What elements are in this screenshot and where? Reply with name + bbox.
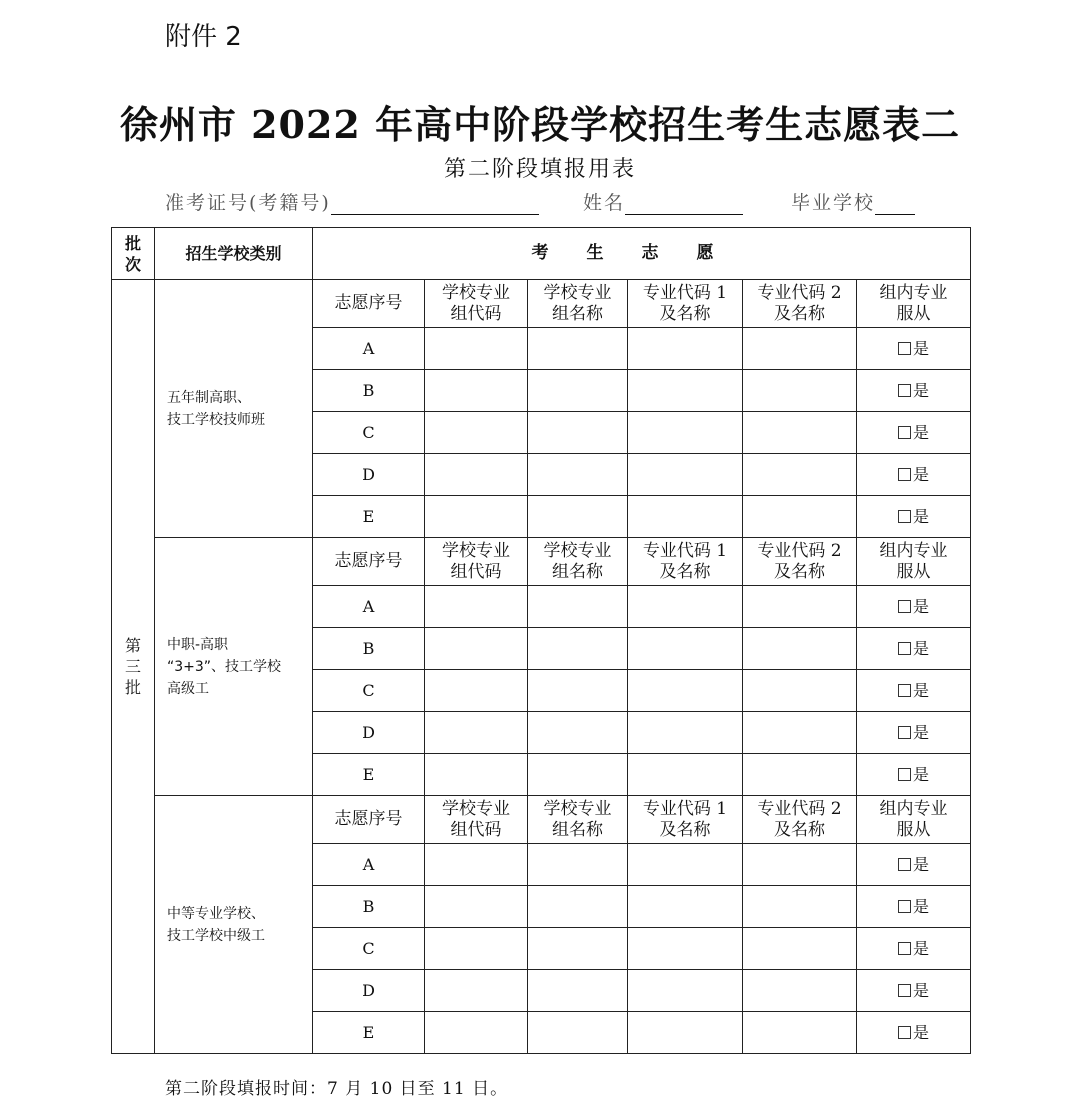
input-cell-major2[interactable] xyxy=(743,454,857,496)
comply-cell xyxy=(857,844,971,886)
input-cell-group-name[interactable] xyxy=(528,844,628,886)
input-cell-group-code[interactable] xyxy=(425,628,528,670)
comply-label: 是 xyxy=(913,465,930,484)
name-label: 姓名 xyxy=(583,192,626,214)
col-header-group-code: 学校专业 组代码 xyxy=(425,280,528,328)
comply-checkbox[interactable] xyxy=(898,684,911,697)
col-header-group-name: 学校专业 组名称 xyxy=(528,280,628,328)
school-field[interactable] xyxy=(791,188,915,215)
section-column-header-row xyxy=(112,538,971,586)
category-line: 高级工 xyxy=(167,680,209,697)
input-cell-major2[interactable] xyxy=(743,928,857,970)
name-blank[interactable] xyxy=(625,194,743,215)
col-header-major2: 专业代码 2 及名称 xyxy=(743,538,857,586)
input-cell-major1[interactable] xyxy=(628,844,743,886)
comply-label: 是 xyxy=(913,381,930,400)
input-cell-group-code[interactable] xyxy=(425,754,528,796)
col-header-seq: 志愿序号 xyxy=(313,280,425,328)
input-cell-group-code[interactable] xyxy=(425,712,528,754)
batch-cell: 第 三 批 xyxy=(112,280,155,1054)
exam-id-field[interactable] xyxy=(165,188,539,215)
col-header-comply: 组内专业 服从 xyxy=(857,280,971,328)
category-line: 中等专业学校、 xyxy=(167,905,265,922)
input-cell-major1[interactable] xyxy=(628,886,743,928)
input-cell-major2[interactable] xyxy=(743,886,857,928)
comply-cell xyxy=(857,670,971,712)
comply-checkbox[interactable] xyxy=(898,900,911,913)
comply-label: 是 xyxy=(913,507,930,526)
input-cell-major2[interactable] xyxy=(743,712,857,754)
wish-letter: B xyxy=(313,370,425,412)
table-header-row xyxy=(112,228,971,280)
comply-cell xyxy=(857,328,971,370)
input-cell-major2[interactable] xyxy=(743,754,857,796)
comply-cell xyxy=(857,1012,971,1054)
input-cell-group-code[interactable] xyxy=(425,370,528,412)
input-cell-group-name[interactable] xyxy=(528,970,628,1012)
input-cell-group-code[interactable] xyxy=(425,1012,528,1054)
comply-checkbox[interactable] xyxy=(898,768,911,781)
application-table xyxy=(111,227,971,1054)
input-cell-major1[interactable] xyxy=(628,586,743,628)
comply-cell xyxy=(857,628,971,670)
input-cell-group-name[interactable] xyxy=(528,1012,628,1054)
input-cell-group-code[interactable] xyxy=(425,928,528,970)
comply-checkbox[interactable] xyxy=(898,942,911,955)
exam-id-blank[interactable] xyxy=(331,194,539,215)
input-cell-major1[interactable] xyxy=(628,328,743,370)
input-cell-group-name[interactable] xyxy=(528,370,628,412)
input-cell-major1[interactable] xyxy=(628,1012,743,1054)
wish-letter: A xyxy=(313,586,425,628)
exam-id-label: 准考证号(考籍号) xyxy=(165,192,331,214)
school-category-cell xyxy=(155,538,313,796)
input-cell-group-name[interactable] xyxy=(528,496,628,538)
comply-label: 是 xyxy=(913,897,930,916)
input-cell-group-name[interactable] xyxy=(528,712,628,754)
comply-cell xyxy=(857,412,971,454)
col-header-major2: 专业代码 2 及名称 xyxy=(743,280,857,328)
wish-letter: A xyxy=(313,844,425,886)
input-cell-major1[interactable] xyxy=(628,712,743,754)
comply-label: 是 xyxy=(913,423,930,442)
comply-checkbox[interactable] xyxy=(898,984,911,997)
input-cell-group-name[interactable] xyxy=(528,670,628,712)
col-header-seq: 志愿序号 xyxy=(313,796,425,844)
input-cell-major1[interactable] xyxy=(628,754,743,796)
wish-letter: C xyxy=(313,670,425,712)
deadline-note: 第二阶段填报时间：7 月 10 日至 11 日。 xyxy=(165,1079,509,1099)
comply-cell xyxy=(857,754,971,796)
comply-label: 是 xyxy=(913,681,930,700)
input-cell-major1[interactable] xyxy=(628,970,743,1012)
wish-letter: B xyxy=(313,628,425,670)
input-cell-major1[interactable] xyxy=(628,454,743,496)
comply-cell xyxy=(857,886,971,928)
col-header-group-name: 学校专业 组名称 xyxy=(528,538,628,586)
input-cell-major2[interactable] xyxy=(743,328,857,370)
input-cell-major2[interactable] xyxy=(743,970,857,1012)
student-info-line xyxy=(165,188,925,214)
col-header-major1: 专业代码 1 及名称 xyxy=(628,538,743,586)
input-cell-group-code[interactable] xyxy=(425,670,528,712)
col-header-group-code: 学校专业 组代码 xyxy=(425,538,528,586)
col-header-major2: 专业代码 2 及名称 xyxy=(743,796,857,844)
input-cell-major2[interactable] xyxy=(743,844,857,886)
comply-label: 是 xyxy=(913,765,930,784)
comply-label: 是 xyxy=(913,855,930,874)
input-cell-group-code[interactable] xyxy=(425,844,528,886)
col-header-major1: 专业代码 1 及名称 xyxy=(628,280,743,328)
page-subtitle: 第二阶段填报用表 xyxy=(443,157,636,182)
comply-checkbox[interactable] xyxy=(898,384,911,397)
wish-letter: D xyxy=(313,712,425,754)
comply-checkbox[interactable] xyxy=(898,426,911,439)
input-cell-group-code[interactable] xyxy=(425,412,528,454)
comply-cell xyxy=(857,586,971,628)
input-cell-group-code[interactable] xyxy=(425,454,528,496)
input-cell-major2[interactable] xyxy=(743,586,857,628)
wish-letter: E xyxy=(313,1012,425,1054)
comply-checkbox[interactable] xyxy=(898,858,911,871)
input-cell-major1[interactable] xyxy=(628,412,743,454)
col-header-comply: 组内专业 服从 xyxy=(857,538,971,586)
comply-label: 是 xyxy=(913,1023,930,1042)
input-cell-group-name[interactable] xyxy=(528,928,628,970)
input-cell-group-name[interactable] xyxy=(528,328,628,370)
wish-header: 考生志愿 xyxy=(313,228,971,280)
comply-label: 是 xyxy=(913,597,930,616)
comply-checkbox[interactable] xyxy=(898,342,911,355)
comply-label: 是 xyxy=(913,981,930,1000)
wish-letter: D xyxy=(313,970,425,1012)
input-cell-group-code[interactable] xyxy=(425,886,528,928)
input-cell-group-code[interactable] xyxy=(425,328,528,370)
input-cell-group-code[interactable] xyxy=(425,496,528,538)
school-category-cell xyxy=(155,796,313,1054)
comply-cell xyxy=(857,928,971,970)
comply-checkbox[interactable] xyxy=(898,726,911,739)
comply-cell xyxy=(857,496,971,538)
comply-checkbox[interactable] xyxy=(898,642,911,655)
input-cell-group-name[interactable] xyxy=(528,754,628,796)
input-cell-major1[interactable] xyxy=(628,628,743,670)
wish-letter: E xyxy=(313,496,425,538)
school-label: 毕业学校 xyxy=(791,192,876,214)
comply-label: 是 xyxy=(913,339,930,358)
input-cell-group-name[interactable] xyxy=(528,586,628,628)
input-cell-group-code[interactable] xyxy=(425,970,528,1012)
wish-letter: A xyxy=(313,328,425,370)
comply-cell xyxy=(857,970,971,1012)
comply-label: 是 xyxy=(913,639,930,658)
input-cell-group-name[interactable] xyxy=(528,412,628,454)
school-type-header: 招生学校类别 xyxy=(155,228,313,280)
input-cell-group-name[interactable] xyxy=(528,886,628,928)
comply-label: 是 xyxy=(913,939,930,958)
comply-cell xyxy=(857,454,971,496)
wish-letter: B xyxy=(313,886,425,928)
school-category-cell xyxy=(155,280,313,538)
comply-checkbox[interactable] xyxy=(898,1026,911,1039)
batch-header: 批 次 xyxy=(112,228,155,280)
comply-cell xyxy=(857,712,971,754)
section-column-header-row xyxy=(112,796,971,844)
section-column-header-row xyxy=(112,280,971,328)
attachment-label: 附件 2 xyxy=(165,22,242,52)
name-field[interactable] xyxy=(583,188,743,215)
category-line: 技工学校技师班 xyxy=(167,411,265,428)
input-cell-group-name[interactable] xyxy=(528,628,628,670)
category-line: 技工学校中级工 xyxy=(167,927,265,944)
input-cell-major1[interactable] xyxy=(628,370,743,412)
wish-letter: C xyxy=(313,928,425,970)
col-header-group-name: 学校专业 组名称 xyxy=(528,796,628,844)
comply-cell xyxy=(857,370,971,412)
input-cell-major2[interactable] xyxy=(743,412,857,454)
comply-checkbox[interactable] xyxy=(898,468,911,481)
input-cell-major1[interactable] xyxy=(628,928,743,970)
input-cell-major1[interactable] xyxy=(628,496,743,538)
comply-label: 是 xyxy=(913,723,930,742)
col-header-seq: 志愿序号 xyxy=(313,538,425,586)
input-cell-group-name[interactable] xyxy=(528,454,628,496)
comply-checkbox[interactable] xyxy=(898,600,911,613)
category-line: 五年制高职、 xyxy=(167,389,251,406)
col-header-major1: 专业代码 1 及名称 xyxy=(628,796,743,844)
col-header-comply: 组内专业 服从 xyxy=(857,796,971,844)
page-title: 徐州市 2022 年高中阶段学校招生考生志愿表二 xyxy=(119,102,961,147)
wish-letter: C xyxy=(313,412,425,454)
school-blank[interactable] xyxy=(875,194,915,215)
col-header-group-code: 学校专业 组代码 xyxy=(425,796,528,844)
comply-checkbox[interactable] xyxy=(898,510,911,523)
input-cell-major2[interactable] xyxy=(743,628,857,670)
wish-letter: E xyxy=(313,754,425,796)
wish-letter: D xyxy=(313,454,425,496)
category-line: 中职-高职 xyxy=(167,636,229,653)
input-cell-major2[interactable] xyxy=(743,370,857,412)
input-cell-major2[interactable] xyxy=(743,496,857,538)
input-cell-major1[interactable] xyxy=(628,670,743,712)
input-cell-major2[interactable] xyxy=(743,670,857,712)
input-cell-major2[interactable] xyxy=(743,1012,857,1054)
category-line: “3+3”、技工学校 xyxy=(167,658,282,675)
input-cell-group-code[interactable] xyxy=(425,586,528,628)
